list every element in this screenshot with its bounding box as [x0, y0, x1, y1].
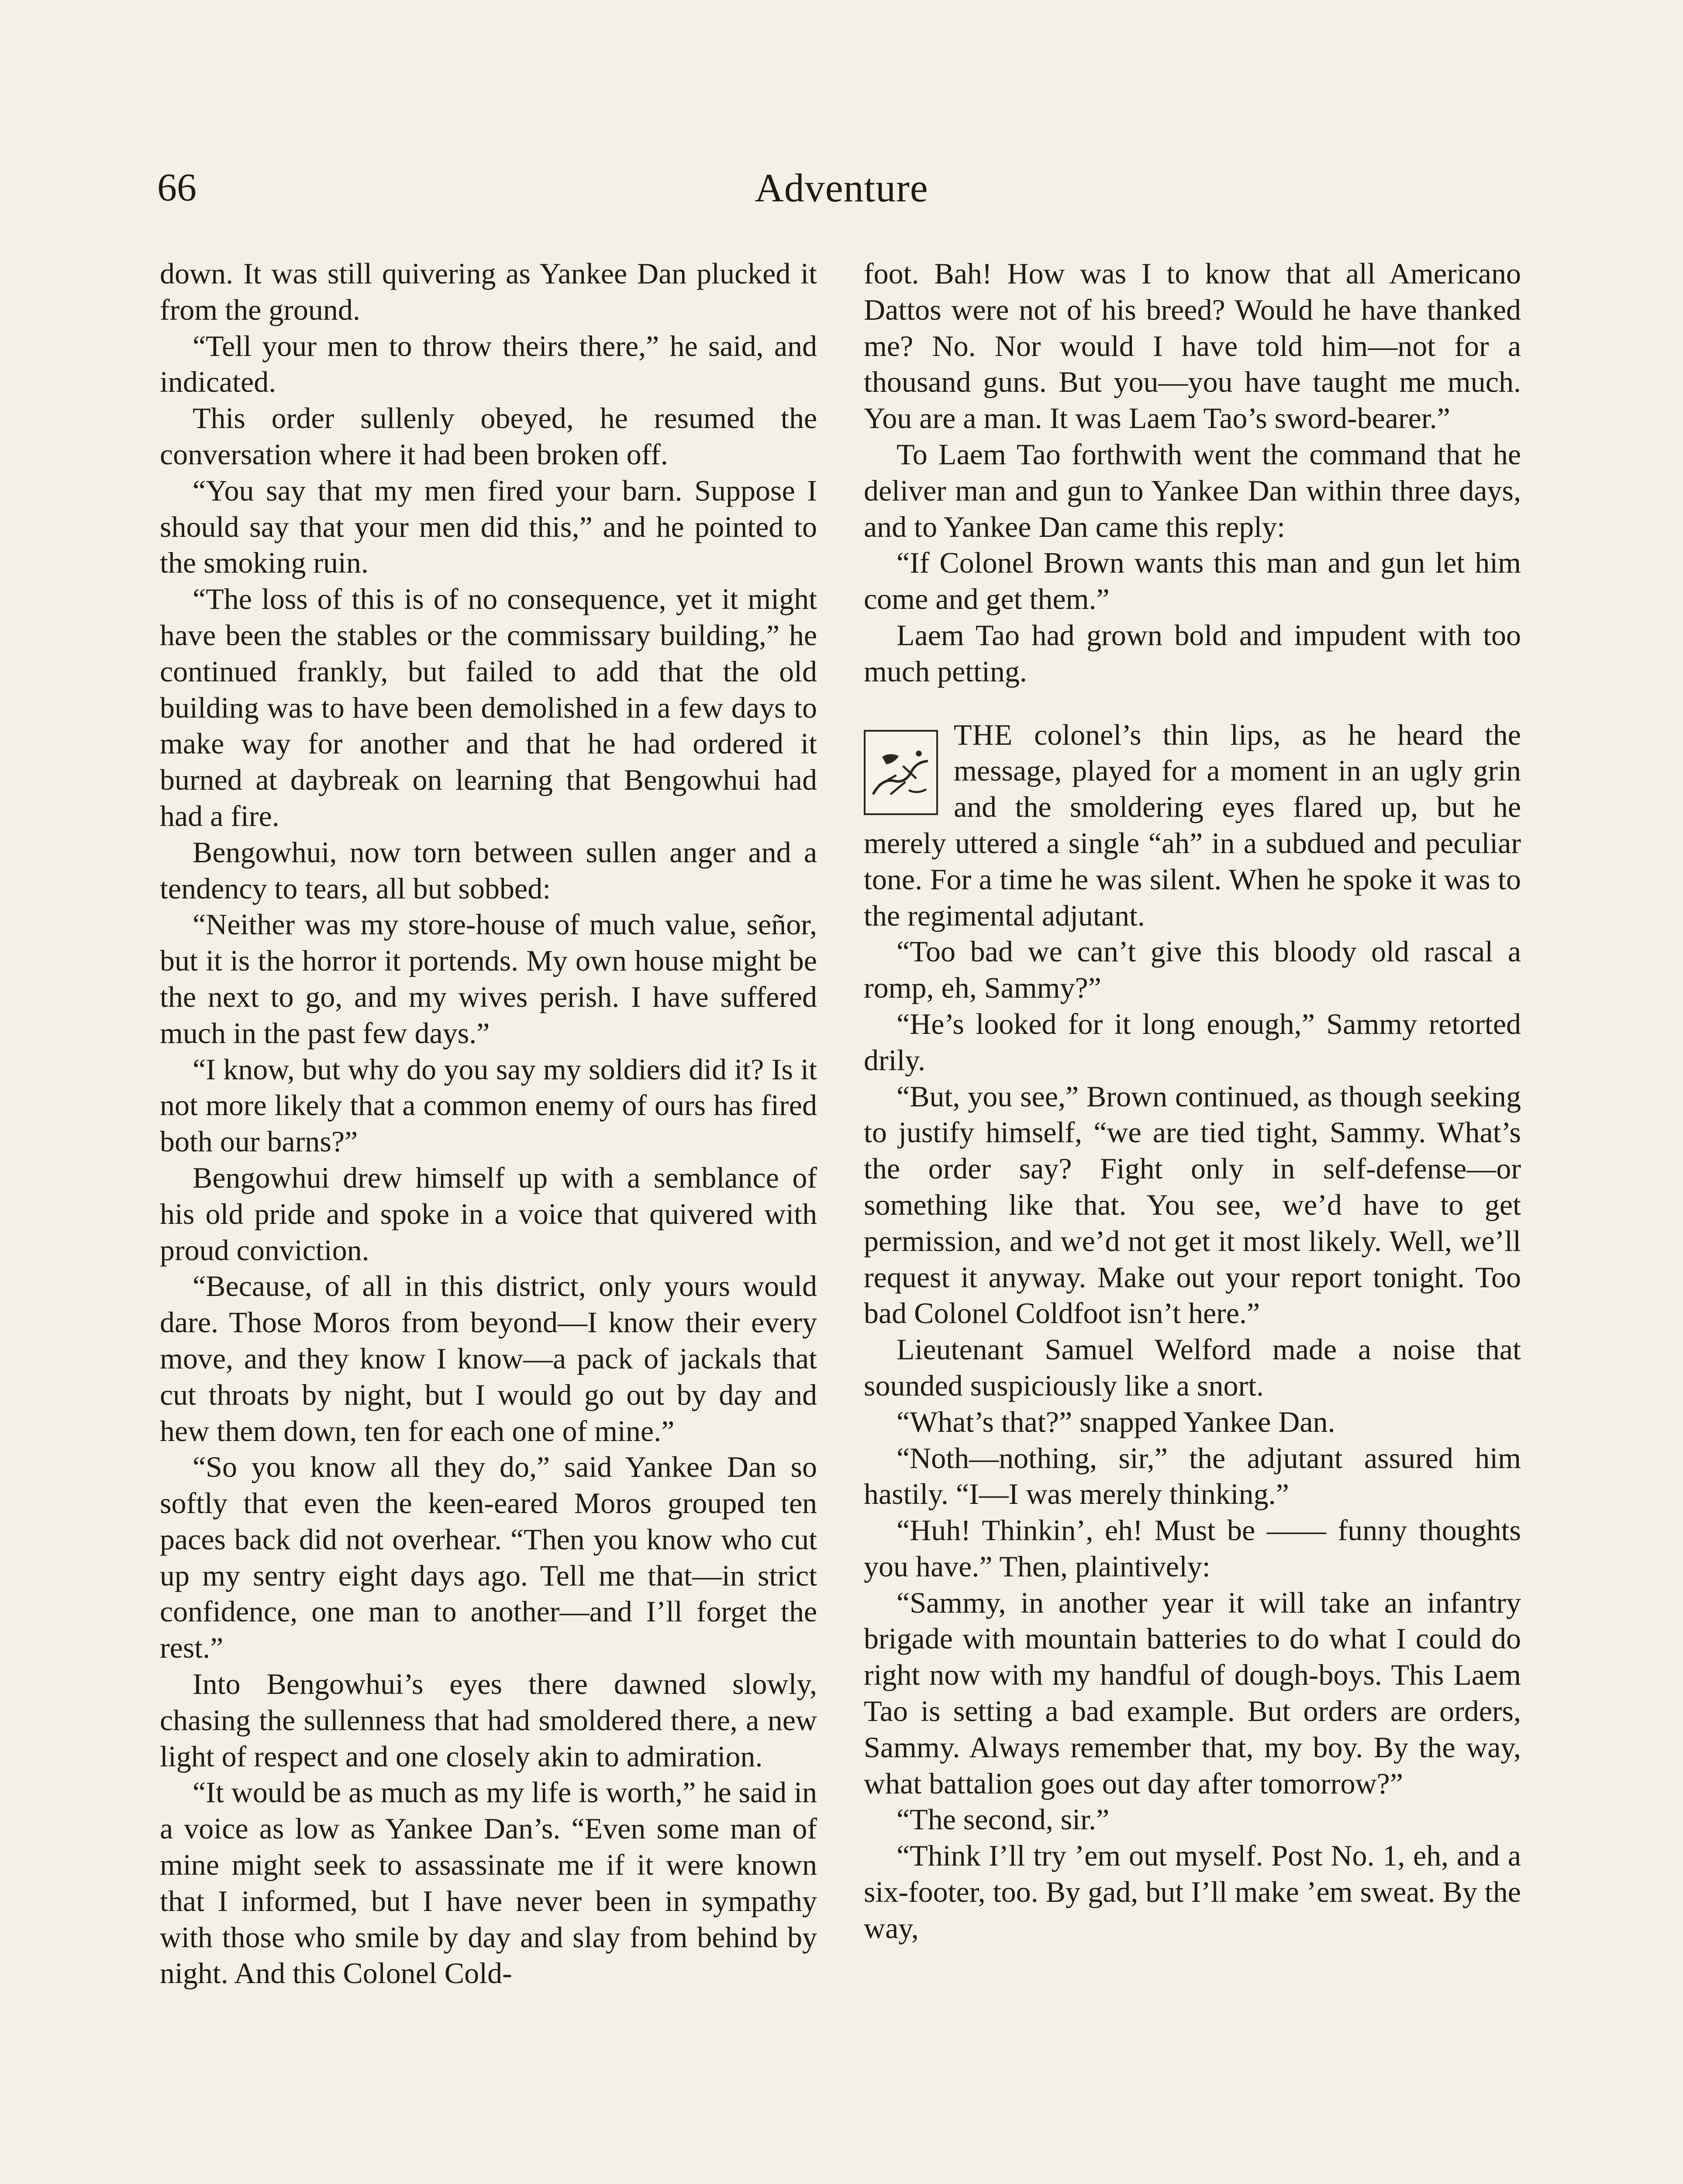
paragraph: colonel’s thin lips, as he heard the message, played for a moment in an ugly grin and the smoldering eyes flared up, but he merely uttered a single “ah” in a subdued and peculiar tone. For a time he was silent. When he spoke it was to the regimental adjutant. [864, 718, 1521, 932]
paragraph: “So you know all they do,” said Yankee Dan so softly that even the keen-eared Moros grouped ten paces back did not overhear. “Then you know who cut up my sentry eight days ago. Tell me that—in strict confidence, one man to another—and I’ll forget the rest.” [160, 1450, 817, 1665]
paragraph: “Too bad we can’t give this bloody old rascal a romp, eh, Sammy?” [864, 935, 1521, 1005]
page-header [0, 0, 1683, 245]
paragraph: “Huh! Thinkin’, eh! Must be —— funny thoughts you have.” Then, plaintively: [864, 1514, 1521, 1583]
paragraph: “Noth—nothing, sir,” the adjutant assured him hastily. “I—I was merely thinking.” [864, 1441, 1521, 1511]
paragraph: “I know, but why do you say my soldiers did it? Is it not more likely that a common enemy of ours has fired both our barns?” [160, 1052, 817, 1158]
paragraph: “The second, sir.” [897, 1803, 1110, 1836]
paragraph: “Sammy, in another year it will take an infantry brigade with mountain batteries to do what I could do right now with my handful of dough-boys. This Laem Tao is setting a bad example. But orders are orders, Sammy. Always remember that, my boy. By the way, what battalion goes out day after tomorrow?” [864, 1586, 1521, 1800]
paragraph: down. It was still quivering as Yankee Dan plucked it from the ground. [160, 257, 817, 326]
paragraph: Into Bengowhui’s eyes there dawned slowly, chasing the sullenness that had smoldered there, a new light of respect and one closely akin to admiration. [160, 1667, 817, 1773]
paragraph: To Laem Tao forthwith went the command that he deliver man and gun to Yankee Dan within three days, and to Yankee Dan came this reply: [864, 437, 1521, 543]
paragraph: foot. Bah! How was I to know that all Americano Dattos were not of his breed? Would he have thanked me? No. Nor would I have told him—not for a thousand guns. But you—you have taught me much. You are a man. It was Laem Tao’s sword-bearer.” [864, 257, 1521, 435]
paragraph: “He’s looked for it long enough,” Sammy retorted drily. [864, 1007, 1521, 1077]
ornamental-initial-icon [864, 730, 938, 815]
paragraph: “It would be as much as my life is worth,” he said in a voice as low as Yankee Dan’s. “Even some man of mine might seek to assassinate me if it were known that I informed, but I have never been in sympathy with those who smile by day and slay from behind by night. And this Colonel Cold- [160, 1776, 817, 1990]
paragraph: “If Colonel Brown wants this man and gun let him come and get them.” [864, 546, 1521, 616]
left-column [160, 256, 817, 1991]
paragraph: “Tell your men to throw theirs there,” he said, and indicated. [160, 329, 817, 399]
lead-word: THE [954, 718, 1013, 751]
page-title: Adventure [755, 166, 928, 210]
paragraph: “Think I’ll try ’em out myself. Post No. 1, eh, and a six-footer, too. By gad, but I’ll make ’em sweat. By the way, [864, 1839, 1521, 1945]
paragraph: “You say that my men fired your barn. Suppose I should say that your men did this,” and he pointed to the smoking ruin. [160, 473, 817, 580]
section-opening [864, 717, 1521, 934]
paragraph: Bengowhui drew himself up with a semblance of his old pride and spoke in a voice that quivered with proud conviction. [160, 1161, 817, 1267]
paragraph: “Neither was my store-house of much value, señor, but it is the horror it portends. My own house might be the next to go, and my wives perish. I have suffered much in the past few days.” [160, 908, 817, 1050]
page-number: 66 [157, 166, 197, 209]
paragraph: This order sullenly obeyed, he resumed the conversation where it had been broken off. [160, 401, 817, 471]
paragraph: “Because, of all in this district, only yours would dare. Those Moros from beyond—I know their every move, and they know I know—a pack of jackals that cut throats by night, but I would go out by day and hew them down, ten for each one of mine.” [160, 1269, 817, 1448]
right-column [864, 256, 1521, 1946]
paragraph: Bengowhui, now torn between sullen anger and a tendency to tears, all but sobbed: [160, 835, 817, 905]
paragraph: “But, you see,” Brown continued, as though seeking to justify himself, “we are tied tight, Sammy. What’s the order say? Fight only in self-defense—or something like that. You see, we’d have to get permission, and we’d not get it most likely. Well, we’ll request it anyway. Make out your report tonight. Too bad Colonel Coldfoot isn’t here.” [864, 1079, 1521, 1330]
paragraph: “The loss of this is of no consequence, yet it might have been the stables or the commissary building,” he continued frankly, but failed to add that the old building was to have been demolished in a few days to make way for another and that he had ordered it burned at daybreak on learning that Bengowhui had had a fire. [160, 582, 817, 833]
paragraph: Laem Tao had grown bold and impudent with too much petting. [864, 618, 1521, 688]
paragraph: Lieutenant Samuel Welford made a noise that sounded suspiciously like a snort. [864, 1333, 1521, 1402]
paragraph: “What’s that?” snapped Yankee Dan. [897, 1405, 1335, 1438]
